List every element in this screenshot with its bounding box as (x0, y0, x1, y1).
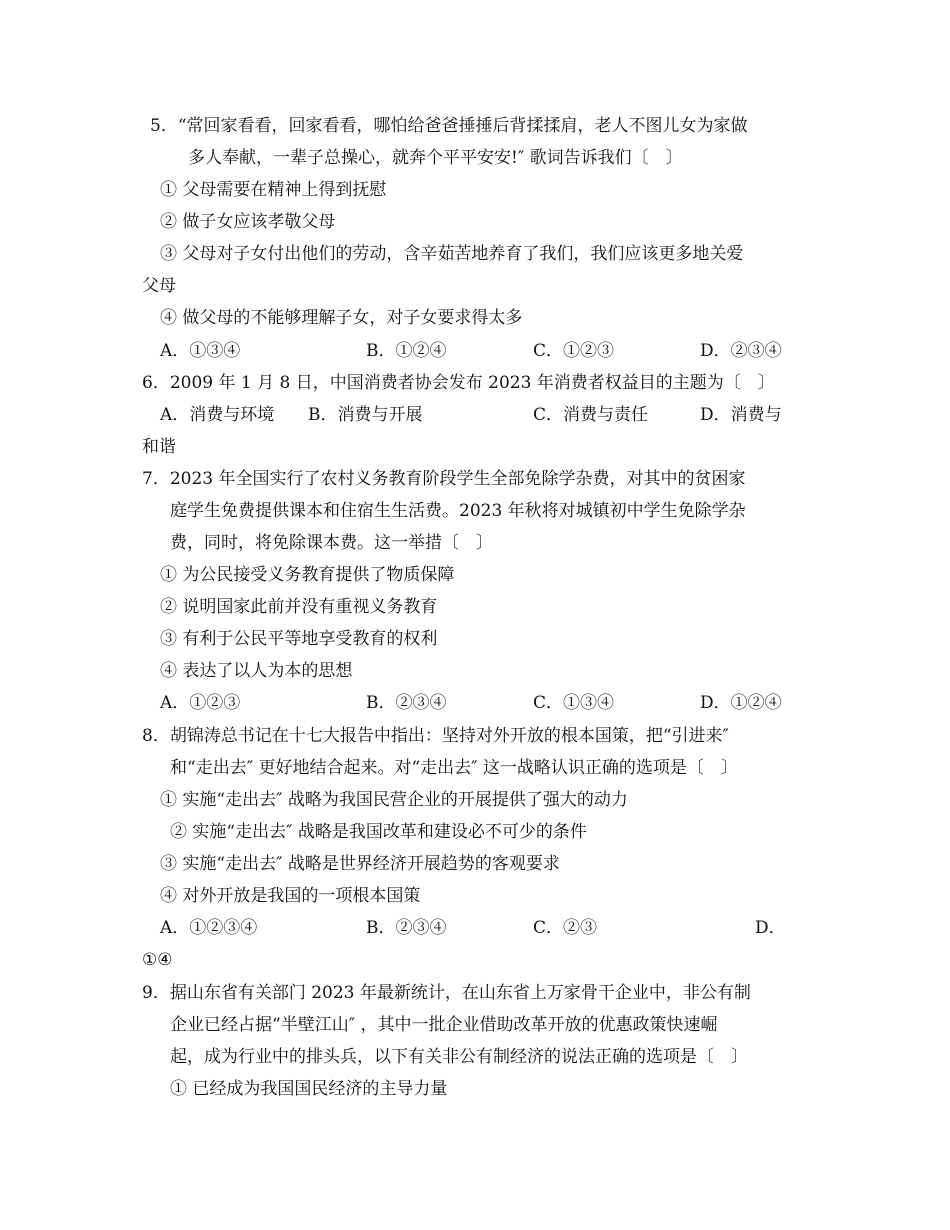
q5-item-3: ③ 父母对子女付出他们的劳动，含辛茹苦地养育了我们，我们应该更多地关爱 (160, 244, 744, 264)
q8-stem-line1: 8．胡锦涛总书记在十七大报告中指出：坚持对外开放的根本国策，把“引进来″ (142, 726, 729, 746)
q5-item-1: ① 父母需要在精神上得到抚慰 (160, 180, 387, 200)
q6-option-d: D．消费与 (700, 405, 782, 425)
q6-option-a: A．消费与环境 (160, 405, 275, 425)
q5-stem-line2: 多人奉献，一辈子总操心，就奔个平平安安!″ 歌词告诉我们〔 〕 (188, 148, 683, 168)
q5-item-4: ④ 做父母的不能够理解子女，对子女要求得太多 (160, 308, 523, 328)
q8-item-1: ① 实施“走出去″ 战略为我国民营企业的开展提供了强大的动力 (160, 790, 628, 810)
q7-item-4: ④ 表达了以人为本的思想 (160, 661, 353, 681)
q8-item-4: ④ 对外开放是我国的一项根本国策 (160, 886, 421, 906)
q8-option-b: B．②③④ (366, 918, 447, 938)
q7-item-2: ② 说明国家此前并没有重视义务教育 (160, 597, 438, 617)
q7-option-a: A．①②③ (160, 693, 241, 713)
q8-stem-line2: 和“走出去″ 更好地结合起来。对“走出去″ 这一战略认识正确的选项是〔 〕 (170, 758, 738, 778)
q7-item-3: ③ 有利于公民平等地享受教育的权利 (160, 629, 438, 649)
q6-option-c: C．消费与责任 (533, 405, 649, 425)
q6-stem: 6．2009 年 1 月 8 日，中国消费者协会发布 2023 年消费者权益目的主题为〔 〕 (142, 373, 775, 393)
q7-item-1: ① 为公民接受义务教育提供了物质保障 (160, 565, 455, 585)
q5-option-d: D．②③④ (700, 341, 782, 361)
q9-stem-line3: 起，成为行业中的排头兵，以下有关非公有制经济的说法正确的选项是〔 〕 (170, 1047, 748, 1067)
q7-stem-line2: 庭学生免费提供课本和住宿生生活费。2023 年秋将对城镇初中学生免除学杂 (170, 501, 746, 521)
q7-option-d: D．①②④ (700, 693, 782, 713)
q8-option-d-cont: ①④ (142, 950, 173, 970)
q8-option-a: A．①②③④ (160, 918, 258, 938)
q5-option-c: C．①②③ (533, 341, 615, 361)
q8-option-d: D． (755, 918, 786, 938)
q9-stem-line1: 9．据山东省有关部门 2023 年最新统计，在山东省上万家骨干企业中，非公有制 (142, 983, 751, 1003)
q5-option-b: B．①②④ (366, 341, 447, 361)
q8-option-c: C．②③ (533, 918, 598, 938)
q7-stem-line1: 7．2023 年全国实行了农村义务教育阶段学生全部免除学杂费，对其中的贫困家 (142, 469, 746, 489)
q7-option-c: C．①③④ (533, 693, 615, 713)
q6-option-d-cont: 和谐 (142, 437, 176, 457)
q8-item-3: ③ 实施“走出去″ 战略是世界经济开展趋势的客观要求 (160, 854, 560, 874)
q5-item-3-cont: 父母 (142, 276, 176, 296)
q5-option-a: A．①③④ (160, 341, 241, 361)
q8-item-2: ② 实施“走出去″ 战略是我国改革和建设必不可少的条件 (170, 822, 587, 842)
q9-stem-line2: 企业已经占据“半壁江山″ ，其中一批企业借助改革开放的优惠政策快速崛 (170, 1015, 718, 1035)
q9-item-1: ① 已经成为我国国民经济的主导力量 (170, 1079, 448, 1099)
q7-option-b: B．②③④ (366, 693, 447, 713)
q6-option-b: B．消费与开展 (308, 405, 423, 425)
q7-stem-line3: 费，同时，将免除课本费。这一举措〔 〕 (170, 533, 493, 553)
q5-item-2: ② 做子女应该孝敬父母 (160, 212, 336, 232)
q5-stem-line1: 5．“常回家看看，回家看看，哪怕给爸爸捶捶后背揉揉肩，老人不图儿女为家做 (150, 116, 748, 136)
